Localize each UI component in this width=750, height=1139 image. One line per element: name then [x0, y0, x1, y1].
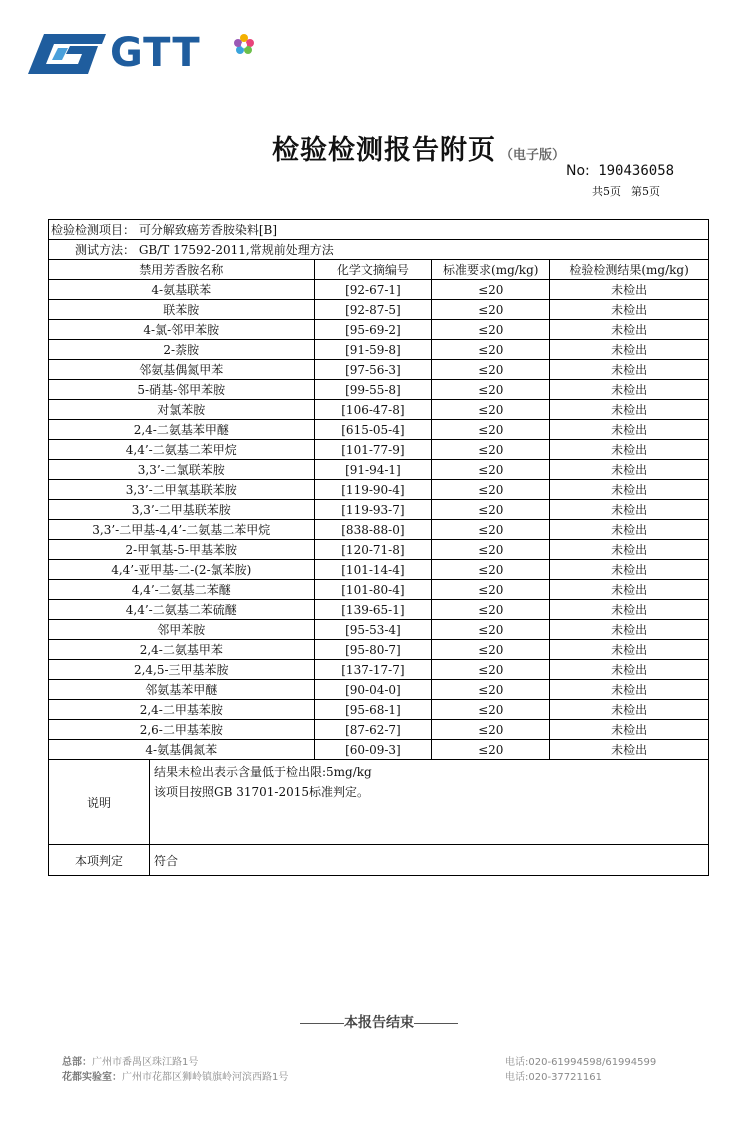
cas-number-cell: [90-04-0]: [314, 680, 432, 700]
results-table: [48, 219, 709, 876]
requirement-cell: ≤20: [432, 520, 550, 540]
result-cell: 未检出: [550, 560, 709, 580]
verdict-value: 符合: [154, 853, 179, 868]
amine-name-cell: 邻氨基偶氮甲苯: [49, 360, 315, 380]
result-cell: 未检出: [550, 280, 709, 300]
test-item-label: 检验检测项目：: [51, 223, 136, 237]
report-number-label: No:: [566, 163, 590, 179]
requirement-cell: ≤20: [432, 300, 550, 320]
notes-line-1: 结果未检出表示含量低于检出限:5mg/kg: [154, 765, 372, 779]
requirement-cell: ≤20: [432, 600, 550, 620]
test-method-label: 测试方法：: [75, 243, 136, 257]
result-cell: 未检出: [550, 600, 709, 620]
notes-label: 说明: [49, 760, 150, 844]
requirement-cell: ≤20: [432, 320, 550, 340]
requirement-cell: ≤20: [432, 400, 550, 420]
result-cell: 未检出: [550, 340, 709, 360]
hq-address: 广州市番禺区珠江路1号: [92, 1057, 199, 1068]
table-row: [49, 500, 709, 520]
page-count: [592, 183, 660, 199]
table-row: [49, 640, 709, 660]
result-cell: 未检出: [550, 460, 709, 480]
requirement-cell: ≤20: [432, 340, 550, 360]
result-cell: 未检出: [550, 680, 709, 700]
notes-line-2: 该项目按照GB 31701-2015标准判定。: [154, 785, 369, 799]
cas-number-cell: [106-47-8]: [314, 400, 432, 420]
cas-number-cell: [95-69-2]: [314, 320, 432, 340]
hq-phone: 电话:020-61994598/61994599: [505, 1057, 657, 1068]
requirement-cell: ≤20: [432, 720, 550, 740]
table-row: [49, 560, 709, 580]
cas-number-cell: [87-62-7]: [314, 720, 432, 740]
cas-number-cell: [101-77-9]: [314, 440, 432, 460]
result-cell: 未检出: [550, 420, 709, 440]
requirement-cell: ≤20: [432, 660, 550, 680]
cas-number-cell: [92-87-5]: [314, 300, 432, 320]
result-cell: 未检出: [550, 700, 709, 720]
table-row: [49, 400, 709, 420]
cas-number-cell: [92-67-1]: [314, 280, 432, 300]
amine-name-cell: 3,3’-二氯联苯胺: [49, 460, 315, 480]
lab-label: 花都实验室：: [62, 1072, 122, 1083]
requirement-cell: ≤20: [432, 360, 550, 380]
current-page: 第5页: [631, 185, 660, 198]
logo-mark-icon: [28, 34, 106, 74]
test-method-value: GB/T 17592-2011,常规前处理方法: [138, 243, 334, 257]
amine-name-cell: 2,4-二甲基苯胺: [49, 700, 315, 720]
requirement-cell: ≤20: [432, 500, 550, 520]
result-cell: 未检出: [550, 720, 709, 740]
result-cell: 未检出: [550, 520, 709, 540]
requirement-cell: ≤20: [432, 640, 550, 660]
logo-flower-icon: [234, 34, 254, 54]
lab-phone: 电话:020-37721161: [505, 1072, 602, 1083]
cas-number-cell: [95-68-1]: [314, 700, 432, 720]
result-cell: 未检出: [550, 580, 709, 600]
table-row: [49, 660, 709, 680]
requirement-cell: ≤20: [432, 280, 550, 300]
page-title: 检验检测报告附页: [272, 135, 496, 166]
footer-phones: [505, 1055, 656, 1085]
cas-number-cell: [139-65-1]: [314, 600, 432, 620]
result-cell: 未检出: [550, 660, 709, 680]
requirement-cell: ≤20: [432, 700, 550, 720]
requirement-cell: ≤20: [432, 540, 550, 560]
report-number-value: 190436058: [598, 163, 675, 179]
amine-name-cell: 2-甲氧基-5-甲基苯胺: [49, 540, 315, 560]
test-item-row: [49, 220, 709, 240]
header-cas-number: 化学文摘编号: [314, 260, 432, 280]
table-row: [49, 600, 709, 620]
amine-name-cell: 邻氨基苯甲醚: [49, 680, 315, 700]
table-row: [49, 420, 709, 440]
test-method-row: [49, 240, 709, 260]
table-row: [49, 680, 709, 700]
table-header-row: [49, 260, 709, 280]
amine-name-cell: 3,3’-二甲基-4,4’-二氨基二苯甲烷: [49, 520, 315, 540]
result-cell: 未检出: [550, 440, 709, 460]
verdict-row: [49, 845, 709, 876]
requirement-cell: ≤20: [432, 380, 550, 400]
requirement-cell: ≤20: [432, 560, 550, 580]
table-row: [49, 300, 709, 320]
table-row: [49, 440, 709, 460]
table-row: [49, 520, 709, 540]
header-result: 检验检测结果(mg/kg): [550, 260, 709, 280]
result-cell: 未检出: [550, 380, 709, 400]
amine-name-cell: 2,4-二氨基苯甲醚: [49, 420, 315, 440]
result-cell: 未检出: [550, 480, 709, 500]
report-number: [566, 163, 674, 179]
cas-number-cell: [60-09-3]: [314, 740, 432, 760]
report-end-text: 本报告结束: [344, 1015, 414, 1031]
requirement-cell: ≤20: [432, 580, 550, 600]
amine-name-cell: 对氯苯胺: [49, 400, 315, 420]
amine-name-cell: 4,4’-亚甲基-二-(2-氯苯胺): [49, 560, 315, 580]
table-row: [49, 540, 709, 560]
cas-number-cell: [615-05-4]: [314, 420, 432, 440]
result-cell: 未检出: [550, 300, 709, 320]
amine-name-cell: 2,6-二甲基苯胺: [49, 720, 315, 740]
cas-number-cell: [101-14-4]: [314, 560, 432, 580]
notes-row: [49, 760, 709, 845]
amine-name-cell: 4,4’-二氨基二苯醚: [49, 580, 315, 600]
cas-number-cell: [137-17-7]: [314, 660, 432, 680]
requirement-cell: ≤20: [432, 740, 550, 760]
result-cell: 未检出: [550, 360, 709, 380]
amine-name-cell: 2,4,5-三甲基苯胺: [49, 660, 315, 680]
amine-name-cell: 2-萘胺: [49, 340, 315, 360]
cas-number-cell: [97-56-3]: [314, 360, 432, 380]
footer-addresses: [62, 1055, 288, 1085]
report-end: [300, 1012, 458, 1032]
table-row: [49, 340, 709, 360]
requirement-cell: ≤20: [432, 420, 550, 440]
notes-content: [150, 760, 709, 844]
hq-label: 总部：: [62, 1057, 92, 1068]
verdict-label: 本项判定: [49, 845, 150, 875]
table-row: [49, 380, 709, 400]
amine-name-cell: 3,3’-二甲氧基联苯胺: [49, 480, 315, 500]
table-row: [49, 280, 709, 300]
cas-number-cell: [838-88-0]: [314, 520, 432, 540]
table-row: [49, 580, 709, 600]
result-cell: 未检出: [550, 320, 709, 340]
edition-label: （电子版）: [500, 148, 566, 163]
cas-number-cell: [95-80-7]: [314, 640, 432, 660]
result-cell: 未检出: [550, 740, 709, 760]
cas-number-cell: [99-55-8]: [314, 380, 432, 400]
amine-name-cell: 4,4’-二氨基二苯硫醚: [49, 600, 315, 620]
result-cell: 未检出: [550, 640, 709, 660]
result-cell: 未检出: [550, 500, 709, 520]
cas-number-cell: [119-90-4]: [314, 480, 432, 500]
table-row: [49, 360, 709, 380]
amine-name-cell: 4-氯-邻甲苯胺: [49, 320, 315, 340]
cas-number-cell: [120-71-8]: [314, 540, 432, 560]
requirement-cell: ≤20: [432, 440, 550, 460]
result-cell: 未检出: [550, 620, 709, 640]
total-pages: 共5页: [592, 185, 621, 198]
cas-number-cell: [91-59-8]: [314, 340, 432, 360]
result-cell: 未检出: [550, 540, 709, 560]
header-amine-name: 禁用芳香胺名称: [49, 260, 315, 280]
amine-name-cell: 5-硝基-邻甲苯胺: [49, 380, 315, 400]
cas-number-cell: [91-94-1]: [314, 460, 432, 480]
test-item-value: 可分解致癌芳香胺染料[B]: [138, 223, 278, 237]
requirement-cell: ≤20: [432, 480, 550, 500]
table-row: [49, 740, 709, 760]
amine-name-cell: 2,4-二氨基甲苯: [49, 640, 315, 660]
requirement-cell: ≤20: [432, 680, 550, 700]
amine-name-cell: 4-氨基联苯: [49, 280, 315, 300]
amine-name-cell: 联苯胺: [49, 300, 315, 320]
logo-text: GTT: [110, 30, 201, 76]
table-row: [49, 480, 709, 500]
requirement-cell: ≤20: [432, 620, 550, 640]
header-requirement: 标准要求(mg/kg): [432, 260, 550, 280]
table-row: [49, 720, 709, 740]
amine-name-cell: 4-氨基偶氮苯: [49, 740, 315, 760]
requirement-cell: ≤20: [432, 460, 550, 480]
amine-name-cell: 邻甲苯胺: [49, 620, 315, 640]
table-row: [49, 460, 709, 480]
lab-address: 广州市花都区狮岭镇旗岭河滨西路1号: [122, 1072, 289, 1083]
table-row: [49, 700, 709, 720]
amine-name-cell: 3,3’-二甲基联苯胺: [49, 500, 315, 520]
amine-name-cell: 4,4’-二氨基二苯甲烷: [49, 440, 315, 460]
cas-number-cell: [119-93-7]: [314, 500, 432, 520]
table-row: [49, 320, 709, 340]
table-row: [49, 620, 709, 640]
cas-number-cell: [95-53-4]: [314, 620, 432, 640]
result-cell: 未检出: [550, 400, 709, 420]
cas-number-cell: [101-80-4]: [314, 580, 432, 600]
